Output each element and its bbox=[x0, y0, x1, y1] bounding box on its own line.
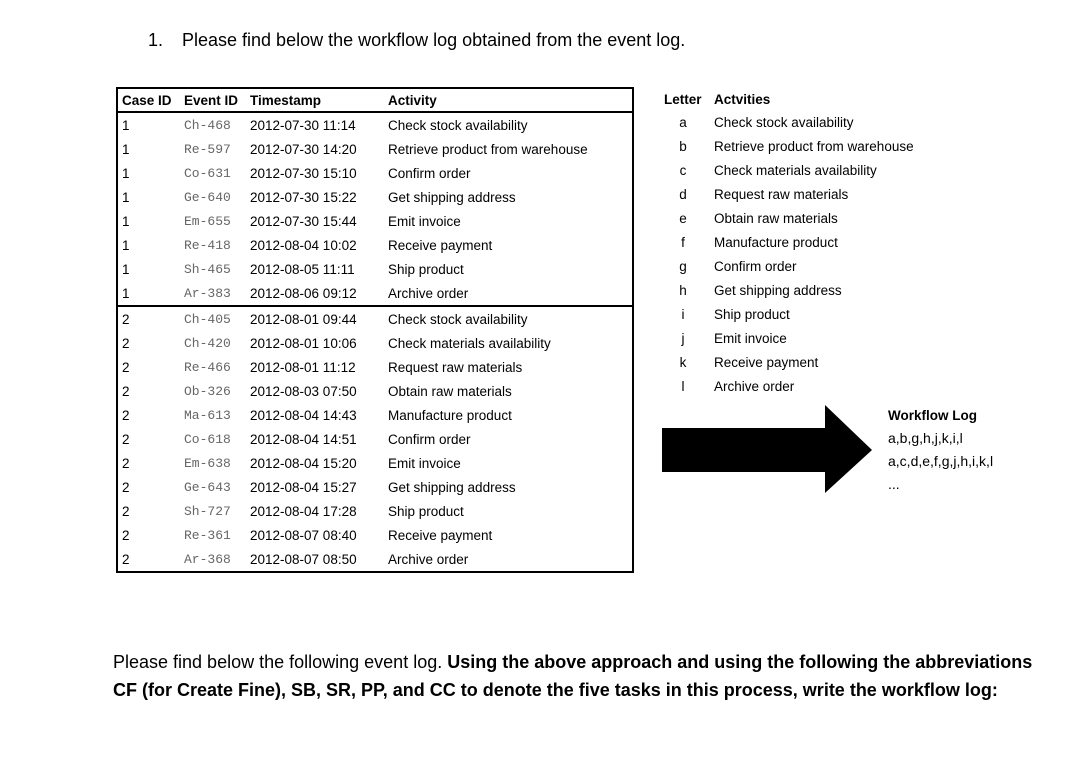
activity-cell: Check stock availability bbox=[714, 114, 854, 130]
case-id-cell: 2 bbox=[122, 503, 130, 519]
letter-cell: b bbox=[679, 138, 687, 154]
activity-cell: Ship product bbox=[388, 503, 464, 519]
activity-cell: Archive order bbox=[714, 378, 795, 394]
activity-cell: Retrieve product from warehouse bbox=[714, 138, 914, 154]
table-row bbox=[117, 161, 633, 185]
case-id-cell: 1 bbox=[122, 237, 130, 253]
activity-cell: Emit invoice bbox=[388, 455, 461, 471]
timestamp-cell: 2012-08-04 15:27 bbox=[250, 479, 357, 495]
activity-cell: Confirm order bbox=[388, 165, 471, 181]
activity-cell: Receive payment bbox=[388, 237, 493, 253]
case-id-cell: 2 bbox=[122, 383, 130, 399]
event-log-header bbox=[117, 88, 633, 112]
table-row bbox=[658, 206, 920, 230]
table-row bbox=[117, 137, 633, 161]
case-id-cell: 1 bbox=[122, 165, 130, 181]
table-row bbox=[117, 475, 633, 499]
event-id-cell: Re-361 bbox=[184, 527, 231, 543]
table-row bbox=[117, 379, 633, 403]
event-id-cell: Re-418 bbox=[184, 237, 231, 253]
timestamp-cell: 2012-08-04 15:20 bbox=[250, 455, 357, 471]
letter-cell: c bbox=[679, 162, 687, 178]
timestamp-cell: 2012-07-30 15:22 bbox=[250, 189, 357, 205]
header-activities: Actvities bbox=[714, 91, 771, 107]
timestamp-cell: 2012-07-30 15:10 bbox=[250, 165, 357, 181]
table-row bbox=[117, 112, 633, 137]
activity-cell: Obtain raw materials bbox=[714, 210, 838, 226]
case-id-cell: 1 bbox=[122, 117, 130, 133]
letter-activity-table bbox=[658, 88, 920, 398]
case-id-cell: 2 bbox=[122, 335, 130, 351]
case-id-cell: 2 bbox=[122, 479, 130, 495]
table-row bbox=[117, 257, 633, 281]
activity-cell: Emit invoice bbox=[388, 213, 461, 229]
case-id-cell: 2 bbox=[122, 455, 130, 471]
activity-cell: Ship product bbox=[388, 261, 464, 277]
event-id-cell: Em-638 bbox=[184, 455, 231, 471]
question-text: Please find below the workflow log obtained from the event log. bbox=[182, 30, 686, 50]
letter-cell: k bbox=[679, 354, 687, 370]
timestamp-cell: 2012-08-01 11:12 bbox=[250, 359, 356, 375]
timestamp-cell: 2012-08-04 10:02 bbox=[250, 237, 357, 253]
activity-cell: Confirm order bbox=[714, 258, 797, 274]
event-id-cell: Ge-640 bbox=[184, 189, 231, 205]
header-case-id: Case ID bbox=[117, 88, 180, 112]
case-id-cell: 2 bbox=[122, 431, 130, 447]
event-id-cell: Ar-383 bbox=[184, 285, 231, 301]
case-id-cell: 2 bbox=[117, 306, 180, 331]
event-id-cell: Ch-405 bbox=[180, 306, 246, 331]
activity-cell: Ship product bbox=[714, 306, 790, 322]
header-event-id: Event ID bbox=[180, 88, 246, 112]
timestamp-cell: 2012-08-01 09:44 bbox=[246, 306, 384, 331]
table-row bbox=[117, 185, 633, 209]
timestamp-cell: 2012-08-07 08:40 bbox=[250, 527, 357, 543]
event-id-cell: Sh-727 bbox=[184, 503, 231, 519]
workflow-log-line: a,c,d,e,f,g,j,h,i,k,l bbox=[888, 453, 994, 469]
header-activity: Activity bbox=[384, 88, 633, 112]
table-row bbox=[658, 350, 920, 374]
letter-cell: g bbox=[679, 258, 687, 274]
activity-cell: Get shipping address bbox=[388, 189, 516, 205]
activity-cell: Manufacture product bbox=[714, 234, 838, 250]
event-id-cell: Co-618 bbox=[184, 431, 231, 447]
event-id-cell: Em-655 bbox=[184, 213, 231, 229]
case-id-cell: 2 bbox=[122, 407, 130, 423]
timestamp-cell: 2012-07-30 14:20 bbox=[250, 141, 357, 157]
activity-cell: Request raw materials bbox=[714, 186, 849, 202]
table-row bbox=[117, 306, 633, 331]
workflow-log-title: Workflow Log bbox=[888, 408, 977, 423]
letter-cell: i bbox=[681, 306, 685, 322]
timestamp-cell: 2012-08-04 17:28 bbox=[250, 503, 357, 519]
timestamp-cell: 2012-07-30 11:14 bbox=[250, 117, 356, 133]
table-row bbox=[117, 427, 633, 451]
table-row bbox=[117, 331, 633, 355]
timestamp-cell: 2012-07-30 15:44 bbox=[250, 213, 357, 229]
table-row bbox=[117, 209, 633, 233]
letter-cell: a bbox=[679, 114, 687, 130]
activity-cell: Receive payment bbox=[714, 354, 819, 370]
question-number: 1. bbox=[148, 30, 164, 50]
case-id-cell: 1 bbox=[122, 213, 130, 229]
event-log-table bbox=[116, 87, 634, 573]
header-timestamp: Timestamp bbox=[246, 88, 384, 112]
activity-cell: Archive order bbox=[388, 551, 469, 567]
table-row bbox=[658, 374, 920, 398]
question-heading bbox=[148, 30, 685, 51]
event-id-cell: Ob-326 bbox=[184, 383, 231, 399]
case-id-cell: 1 bbox=[122, 261, 130, 277]
activity-cell: Get shipping address bbox=[714, 282, 842, 298]
timestamp-cell: 2012-08-04 14:43 bbox=[250, 407, 357, 423]
event-id-cell: Co-631 bbox=[184, 165, 231, 181]
activity-cell: Manufacture product bbox=[388, 407, 512, 423]
event-id-cell: Ge-643 bbox=[184, 479, 231, 495]
timestamp-cell: 2012-08-06 09:12 bbox=[250, 285, 357, 301]
letter-cell: j bbox=[681, 330, 685, 346]
timestamp-cell: 2012-08-07 08:50 bbox=[250, 551, 357, 567]
activity-cell: Check stock availability bbox=[388, 117, 528, 133]
right-arrow-icon bbox=[662, 405, 874, 495]
event-id-cell: Re-597 bbox=[184, 141, 231, 157]
activity-cell: Check materials availability bbox=[714, 162, 877, 178]
case-id-cell: 2 bbox=[122, 359, 130, 375]
table-row bbox=[658, 302, 920, 326]
case-id-cell: 1 bbox=[122, 141, 130, 157]
timestamp-cell: 2012-08-03 07:50 bbox=[250, 383, 357, 399]
activity-cell: Emit invoice bbox=[714, 330, 787, 346]
timestamp-cell: 2012-08-05 11:11 bbox=[250, 261, 355, 277]
table-row bbox=[117, 451, 633, 475]
table-row bbox=[658, 158, 920, 182]
letter-cell: d bbox=[679, 186, 687, 202]
instruction-bold-text: Using the above approach and using the following the abbreviations CF (for Create Fine), SB, SR, PP, and CC to denote the five tasks in this process, write the workflow log: bbox=[113, 652, 1033, 700]
activity-cell: Check materials availability bbox=[388, 335, 551, 351]
table-row bbox=[117, 403, 633, 427]
table-row bbox=[658, 182, 920, 206]
event-id-cell: Sh-465 bbox=[184, 261, 231, 277]
event-id-cell: Ar-368 bbox=[184, 551, 231, 567]
header-letter: Letter bbox=[664, 91, 702, 107]
activity-cell: Obtain raw materials bbox=[388, 383, 512, 399]
case-id-cell: 1 bbox=[122, 189, 130, 205]
instruction-paragraph bbox=[113, 648, 1043, 704]
workflow-log-line: ... bbox=[888, 476, 900, 492]
event-id-cell: Re-466 bbox=[184, 359, 231, 375]
case-id-cell: 2 bbox=[122, 551, 130, 567]
table-row bbox=[117, 523, 633, 547]
table-row bbox=[117, 499, 633, 523]
activity-cell: Request raw materials bbox=[388, 359, 523, 375]
activity-cell: Retrieve product from warehouse bbox=[388, 141, 588, 157]
table-row bbox=[117, 233, 633, 257]
event-id-cell: Ma-613 bbox=[184, 407, 231, 423]
table-row bbox=[117, 281, 633, 306]
table-row bbox=[658, 230, 920, 254]
letter-cell: f bbox=[681, 234, 685, 250]
activity-cell: Get shipping address bbox=[388, 479, 516, 495]
workflow-log bbox=[888, 404, 993, 496]
instruction-text: Please find below the following event log. bbox=[113, 652, 448, 672]
activity-cell: Receive payment bbox=[388, 527, 493, 543]
table-row bbox=[658, 278, 920, 302]
event-id-cell: Ch-420 bbox=[184, 335, 231, 351]
letter-cell: h bbox=[679, 282, 687, 298]
letter-table-header bbox=[658, 88, 920, 110]
activity-cell: Archive order bbox=[388, 285, 469, 301]
table-row bbox=[658, 134, 920, 158]
activity-cell: Check stock availability bbox=[384, 306, 633, 331]
table-row bbox=[658, 254, 920, 278]
workflow-log-line: a,b,g,h,j,k,i,l bbox=[888, 430, 963, 446]
activity-cell: Confirm order bbox=[388, 431, 471, 447]
table-row bbox=[658, 110, 920, 134]
timestamp-cell: 2012-08-04 14:51 bbox=[250, 431, 357, 447]
table-row bbox=[117, 547, 633, 572]
case-id-cell: 2 bbox=[122, 527, 130, 543]
table-row bbox=[117, 355, 633, 379]
case-id-cell: 1 bbox=[122, 285, 130, 301]
event-id-cell: Ch-468 bbox=[184, 117, 231, 133]
table-row bbox=[658, 326, 920, 350]
letter-cell: e bbox=[679, 210, 687, 226]
letter-cell: l bbox=[681, 378, 685, 394]
timestamp-cell: 2012-08-01 10:06 bbox=[250, 335, 357, 351]
